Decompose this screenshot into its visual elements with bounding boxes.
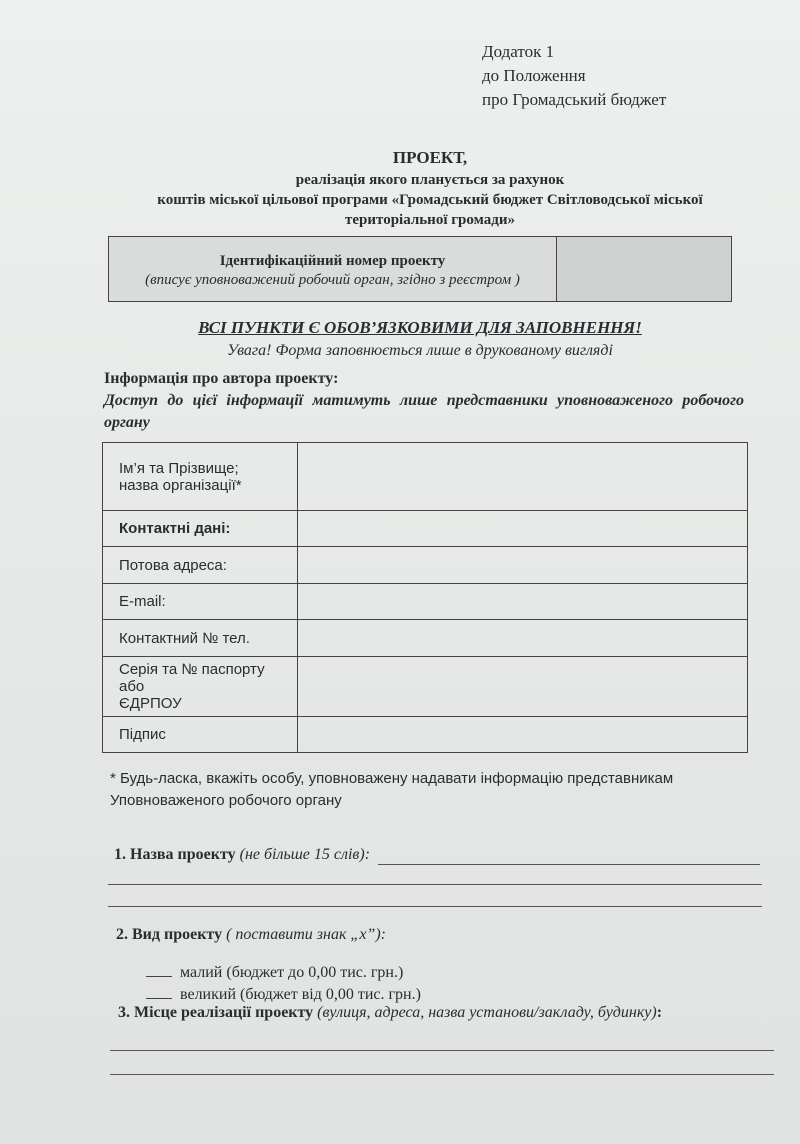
addendum-line-1: Додаток 1 — [482, 42, 555, 61]
mandatory-warning: ВСІ ПУНКТИ Є ОБОВ’ЯЗКОВИМИ ДЛЯ ЗАПОВНЕННЯ! — [198, 318, 642, 337]
section-1-answer-line[interactable] — [108, 884, 762, 885]
project-id-label-cell — [109, 237, 557, 301]
name-field[interactable] — [298, 443, 748, 511]
title-heading: ПРОЕКТ, — [392, 148, 468, 167]
section-1-hint: (не більше 15 слів): — [239, 846, 371, 863]
table-row — [103, 584, 748, 620]
section-2-hint: ( поставити знак „х”): — [226, 926, 386, 943]
small-option-label: малий (бюджет до 0,00 тис. грн.) — [180, 964, 404, 981]
section-3-answer-line[interactable] — [110, 1050, 774, 1051]
table-row — [103, 443, 748, 511]
footnote-line-2: Уповноваженого робочого органу — [110, 792, 342, 809]
email-field[interactable] — [298, 584, 748, 620]
access-note: Доступ до цієї інформації матимуть лише представники уповноваженого робочого органу — [104, 392, 744, 431]
name-label — [103, 443, 298, 511]
name-label-line-1: Ім’я та Прізвище; — [119, 459, 239, 477]
section-1-answer-line[interactable] — [378, 864, 760, 865]
section-1-title: 1. Назва проекту — [114, 846, 236, 863]
table-row — [103, 511, 748, 547]
print-notice: Увага! Форма заповнюється лише в друкованому вигляді — [227, 342, 613, 359]
project-id-note: (вписує уповноважений робочий орган, згідно з реєстром ) — [145, 272, 520, 288]
project-type-option-large[interactable] — [146, 984, 421, 1004]
large-option-mark[interactable] — [146, 984, 172, 999]
author-info-table — [102, 442, 748, 753]
large-option-label: великий (бюджет від 0,00 тис. грн.) — [180, 986, 421, 1003]
passport-label-line-2: ЄДРПОУ — [119, 695, 182, 712]
phone-label: Контактний № тел. — [103, 620, 298, 657]
addendum-reference — [482, 40, 666, 112]
title-line-1: реалізація якого планується за рахунок — [295, 172, 565, 188]
section-2-heading — [116, 926, 386, 944]
section-1-answer-line[interactable] — [108, 906, 762, 907]
section-3-title: 3. Місце реалізації проекту — [118, 1004, 314, 1021]
author-info-heading: Інформація про автора проекту: — [104, 370, 339, 387]
section-3-colon: : — [656, 1004, 663, 1021]
footnote-line-1: * Будь-ласка, вкажіть особу, уповноважену надавати інформацію представникам — [110, 770, 674, 787]
signature-label: Підпис — [103, 717, 298, 753]
passport-label-line-1: Серія та № паспорту або — [119, 661, 265, 695]
project-id-label: Ідентифікаційний номер проекту — [219, 253, 446, 269]
addendum-line-2: до Положення — [482, 66, 586, 85]
signature-field[interactable] — [298, 717, 748, 753]
form-title — [100, 148, 760, 230]
postal-address-label: Потова адреса: — [103, 547, 298, 584]
title-line-3: територіальної громади» — [345, 212, 515, 228]
contacts-label: Контактні дані: — [103, 511, 298, 547]
section-3-heading — [118, 1004, 662, 1022]
name-label-line-2: назва організації* — [119, 476, 242, 494]
small-option-mark[interactable] — [146, 962, 172, 977]
section-3-answer-line[interactable] — [110, 1074, 774, 1075]
table-row — [103, 620, 748, 657]
contacts-field[interactable] — [298, 511, 748, 547]
addendum-line-3: про Громадський бюджет — [482, 90, 667, 109]
table-row — [103, 547, 748, 584]
section-1-heading — [114, 846, 370, 864]
footnote — [110, 768, 750, 812]
section-2-title: 2. Вид проекту — [116, 926, 223, 943]
passport-field[interactable] — [298, 657, 748, 717]
project-id-box — [108, 236, 732, 302]
title-line-2: коштів міської цільової програми «Громадський бюджет Світловодської міської — [157, 192, 703, 208]
section-3-hint: (вулиця, адреса, назва установи/закладу, будинку) — [317, 1004, 657, 1021]
project-id-field[interactable] — [557, 237, 731, 301]
table-row — [103, 717, 748, 753]
table-row — [103, 657, 748, 717]
phone-field[interactable] — [298, 620, 748, 657]
passport-label — [103, 657, 298, 717]
postal-address-field[interactable] — [298, 547, 748, 584]
email-label: E-mail: — [103, 584, 298, 620]
project-type-option-small[interactable] — [146, 962, 403, 982]
